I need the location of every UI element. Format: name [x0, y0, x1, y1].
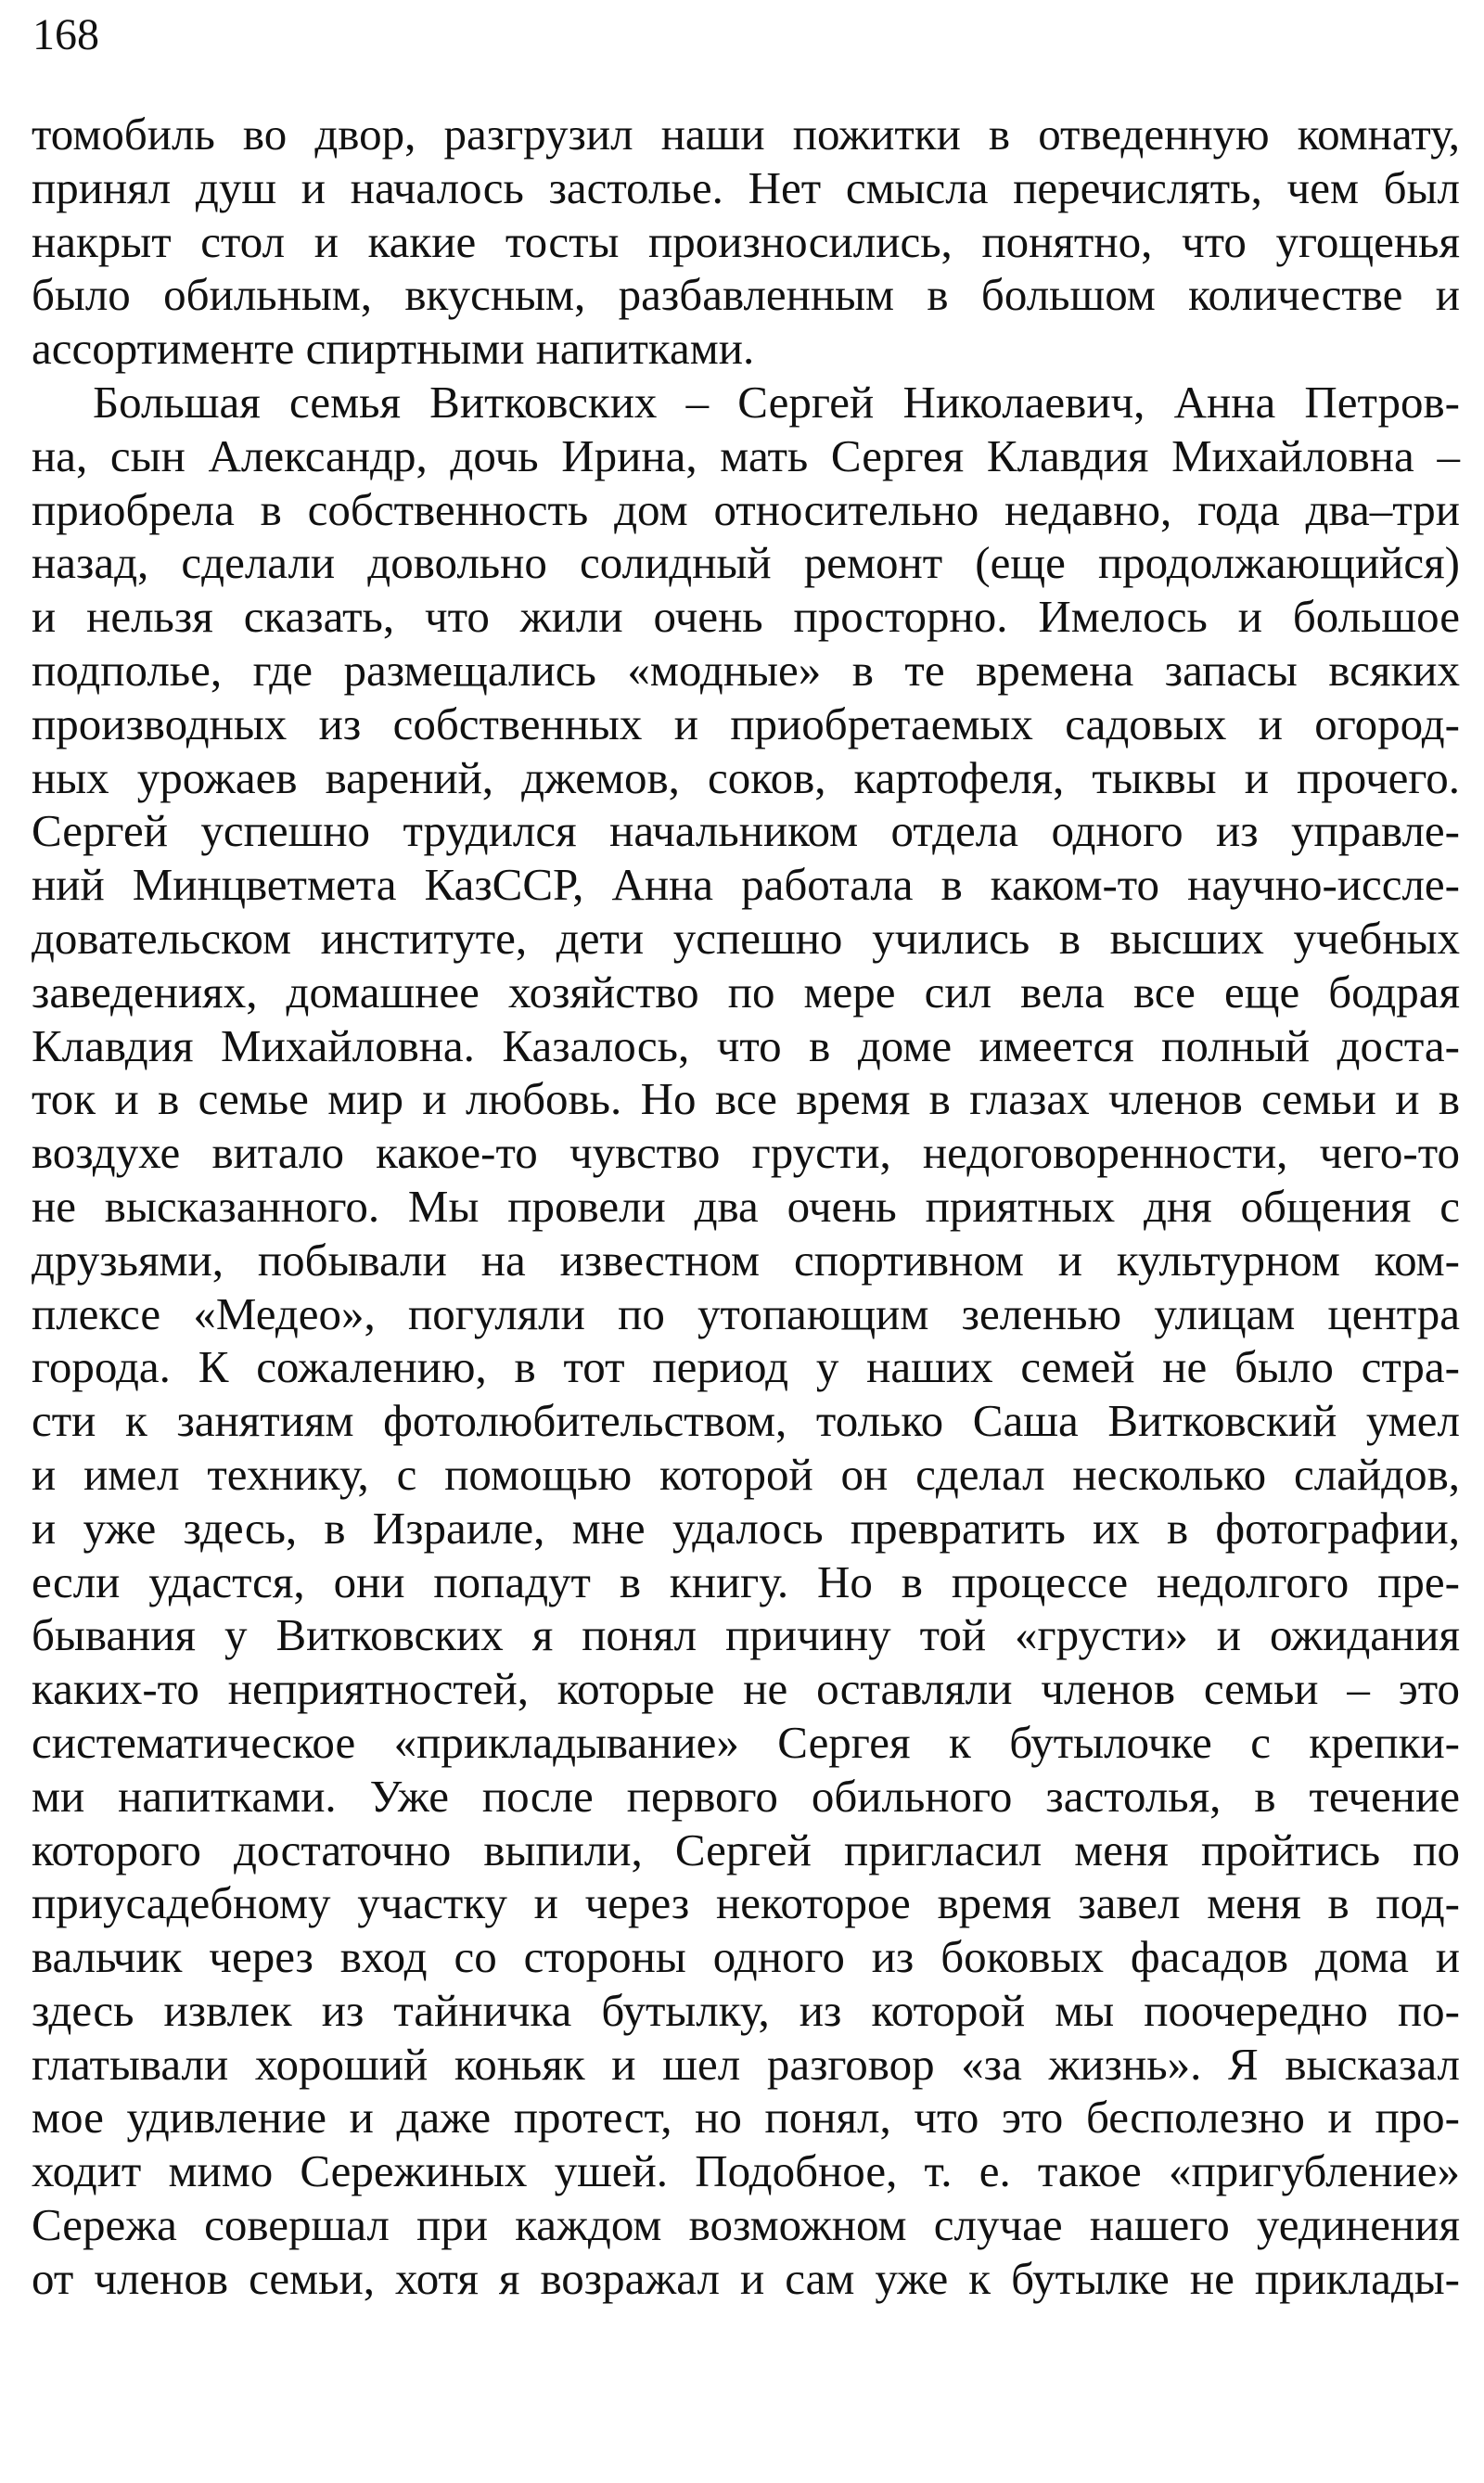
text-line: Клавдия Михайловна. Казалось, что в доме имеется полный доста-: [32, 1019, 1460, 1071]
text-line: не высказанного. Мы провели два очень приятных дня общения с: [32, 1180, 1460, 1232]
text-line: здесь извлек из тайничка бутылку, из которой мы поочередно по-: [32, 1984, 1460, 2036]
text-line: и нельзя сказать, что жили очень просторно. Имелось и большое: [32, 591, 1460, 643]
page-number: 168: [32, 10, 99, 59]
text-line: и имел технику, с помощью которой он сделал несколько слайдов,: [32, 1448, 1460, 1500]
text-line: накрыт стол и какие тосты произносились, понятно, что угощенья: [32, 215, 1460, 267]
text-line: глатывали хороший коньяк и шел разговор «за жизнь». Я высказал: [32, 2038, 1460, 2090]
text-line: которого достаточно выпили, Сергей пригласил меня пройтись по: [32, 1824, 1460, 1875]
text-line: друзьями, побывали на известном спортивном и культурном ком-: [32, 1234, 1460, 1286]
text-line: приусадебному участку и через некоторое время завел меня в под-: [32, 1877, 1460, 1929]
text-line: подполье, где размещались «модные» в те времена запасы всяких: [32, 644, 1460, 696]
text-line: принял душ и началось застолье. Нет смысла перечислять, чем был: [32, 161, 1460, 213]
text-line: ний Минцветмета КазССР, Анна работала в каком-то научно-иссле-: [32, 859, 1460, 911]
text-line: заведениях, домашнее хозяйство по мере сил вела все еще бодрая: [32, 966, 1460, 1018]
text-line: ми напитками. Уже после первого обильного застолья, в течение: [32, 1770, 1460, 1822]
text-line: сти к занятиям фотолюбительством, только Саша Витковский умел: [32, 1395, 1460, 1447]
text-line: ассортименте спиртными напитками.: [32, 323, 755, 375]
paragraph-first-line: Большая семья Витковских – Сергей Николаевич, Анна Петров-: [93, 376, 1460, 428]
text-line: ходит мимо Сережиных ушей. Подобное, т. е. такое «пригубление»: [32, 2145, 1460, 2197]
text-line: систематическое «прикладывание» Сергея к бутылочке с крепки-: [32, 1716, 1460, 1768]
text-line: томобиль во двор, разгрузил наши пожитки в отведенную комнату,: [32, 109, 1460, 160]
text-line: бывания у Витковских я понял причину той «грусти» и ожидания: [32, 1609, 1460, 1661]
text-line: воздухе витало какое-то чувство грусти, недоговоренности, чего-то: [32, 1127, 1460, 1179]
text-line: вальчик через вход со стороны одного из боковых фасадов дома и: [32, 1931, 1460, 1983]
text-line: если удастся, они попадут в книгу. Но в процессе недолгого пре-: [32, 1555, 1460, 1607]
text-line: плексе «Медео», погуляли по утопающим зеленью улицам центра: [32, 1287, 1460, 1339]
text-line: Сережа совершал при каждом возможном случае нашего уединения: [32, 2199, 1460, 2251]
text-line: мое удивление и даже протест, но понял, что это бесполезно и про-: [32, 2092, 1460, 2144]
text-line: города. К сожалению, в тот период у наших семей не было стра-: [32, 1341, 1460, 1393]
text-line: назад, сделали довольно солидный ремонт (еще продолжающийся): [32, 537, 1460, 589]
text-line: приобрела в собственность дом относительно недавно, года два–три: [32, 483, 1460, 535]
text-line: от членов семьи, хотя я возражал и сам уже к бутылке не приклады-: [32, 2252, 1460, 2304]
text-line: и уже здесь, в Израиле, мне удалось превратить их в фотографии,: [32, 1502, 1460, 1554]
body-text: [32, 108, 1460, 2306]
text-line: было обильным, вкусным, разбавленным в большом количестве и: [32, 269, 1460, 321]
text-line: каких-то неприятностей, которые не оставляли членов семьи – это: [32, 1663, 1460, 1715]
text-line: довательском институте, дети успешно учились в высших учебных: [32, 912, 1460, 964]
text-line: производных из собственных и приобретаемых садовых и огород-: [32, 698, 1460, 749]
text-line: Сергей успешно трудился начальником отдела одного из управле-: [32, 805, 1460, 857]
text-line: на, сын Александр, дочь Ирина, мать Сергея Клавдия Михайловна –: [32, 429, 1460, 481]
text-line: ток и в семье мир и любовь. Но все время в глазах членов семьи и в: [32, 1073, 1460, 1125]
text-line: ных урожаев варений, джемов, соков, картофеля, тыквы и прочего.: [32, 751, 1460, 803]
